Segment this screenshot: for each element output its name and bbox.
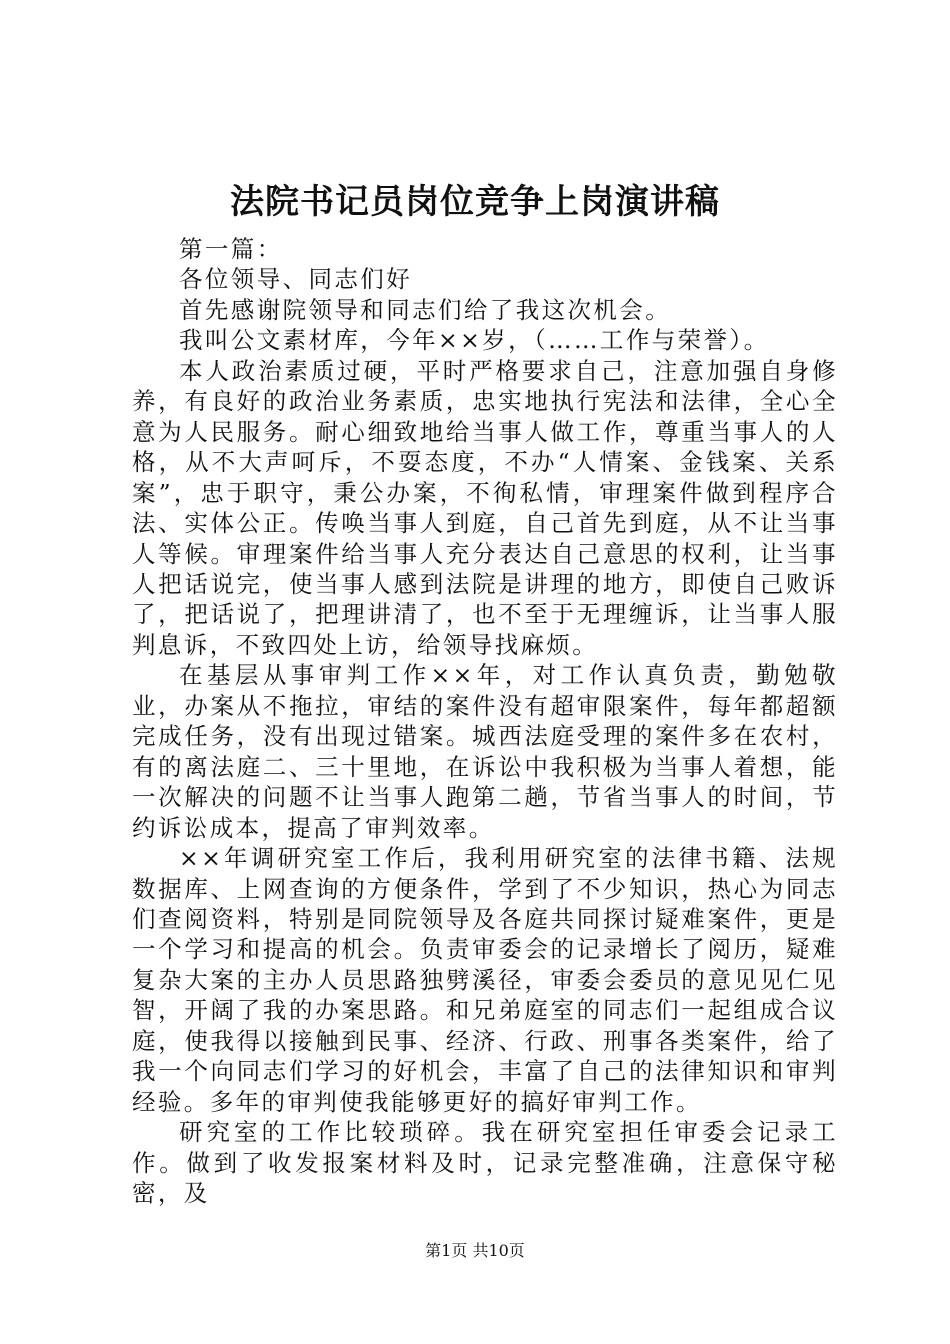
paragraph-recording-work: 研究室的工作比较琐碎。我在研究室担任审委会记录工作。做到了收发报案材料及时，记录完整准确，注意保守秘密，及 bbox=[132, 1118, 838, 1208]
document-body bbox=[132, 234, 838, 1209]
document-title: 法院书记员岗位竞争上岗演讲稿 bbox=[230, 182, 720, 222]
paragraph-introduction: 我叫公文素材库，今年××岁，（……工作与荣誉）。 bbox=[179, 326, 770, 355]
page-number-footer: 第1页 共10页 bbox=[425, 1241, 525, 1260]
paragraph-trial-work: 在基层从事审判工作××年，对工作认真负责，勤勉敬业，办案从不拖拉，审结的案件没有超审限案件，每年都超额完成任务，没有出现过错案。城西法庭受理的案件多在农村，有的离法庭二、三十里地，在诉讼中我积极为当事人着想，能一次解决的问题不让当事人跑第二趟，节省当事人的时间，节约诉讼成本，提高了审判效率。 bbox=[132, 661, 838, 842]
paragraph-political-quality: 本人政治素质过硬，平时严格要求自己，注意加强自身修养，有良好的政治业务素质，忠实地执行宪法和法律，全心全意为人民服务。耐心细致地给当事人做工作，尊重当事人的人格，从不大声呵斥，不耍态度，不办“人情案、金钱案、关系案”，忠于职守，秉公办案，不徇私情，审理案件做到程序合法、实体公正。传唤当事人到庭，自己首先到庭，从不让当事人等候。审理案件给当事人充分表达自己意思的权利，让当事人把话说完，使当事人感到法院是讲理的地方，即使自己败诉了，把话说了，把理讲清了，也不至于无理缠诉，让当事人服判息诉，不致四处上访，给领导找麻烦。 bbox=[132, 356, 838, 659]
paragraph-thanks: 首先感谢院领导和同志们给了我这次机会。 bbox=[179, 295, 672, 324]
paragraph-greeting: 各位领导、同志们好 bbox=[179, 265, 413, 294]
paragraph-section-heading: 第一篇： bbox=[179, 235, 283, 263]
paragraph-research-office: ××年调研究室工作后，我利用研究室的法律书籍、法规数据库、上网查询的方便条件，学到了不少知识，热心为同志们查阅资料，特别是同院领导及各庭共同探讨疑难案件，更是一个学习和提高的机会。负责审委会的记录增长了阅历，疑难复杂大案的主办人员思路独劈溪径，审委会委员的意见见仁见智，开阔了我的办案思路。和兄弟庭室的同志们一起组成合议庭，使我得以接触到民事、经济、行政、刑事各类案件，给了我一个向同志们学习的好机会，丰富了自己的法律知识和审判经验。多年的审判使我能够更好的搞好审判工作。 bbox=[132, 844, 838, 1116]
